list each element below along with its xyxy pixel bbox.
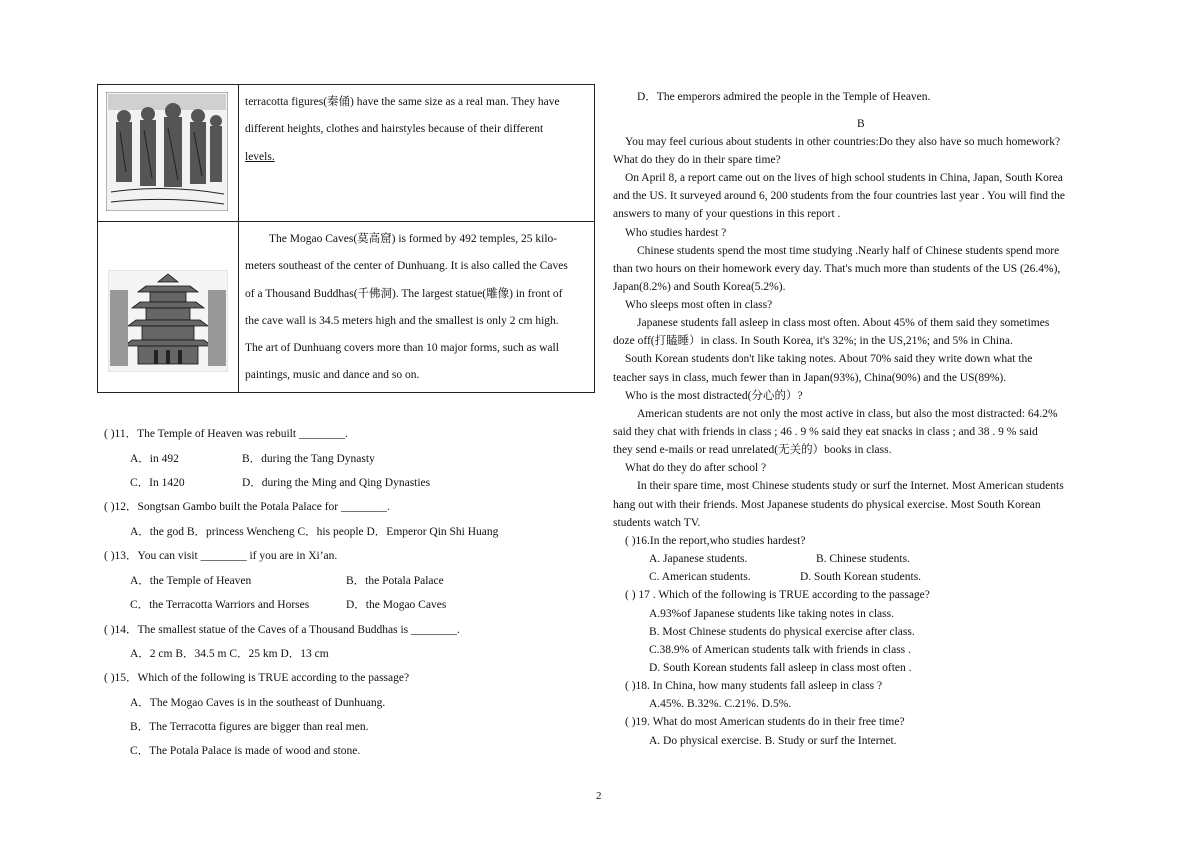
passage-line: What do they do in their spare time? (613, 154, 781, 166)
q11-option-d: D．during the Ming and Qing Dynasties (242, 477, 431, 489)
passage-heading: Who studies hardest ? (625, 227, 727, 239)
terracotta-figures-image (106, 92, 228, 211)
passage-heading: What do they do after school ? (625, 462, 767, 474)
passage-line: than two hours on their homework every day. That's much more than students of the US (26.4%), (613, 263, 1061, 275)
mogao-pagoda-image (108, 270, 228, 372)
row2-line5: The art of Dunhuang covers more than 10 major forms, such as wall (245, 342, 559, 355)
passage-line: students watch TV. (613, 517, 701, 529)
q15-option-d: D．The emperors admired the people in the Temple of Heaven. (637, 91, 931, 103)
q13-option-a: A．the Temple of Heaven (130, 575, 252, 587)
passage-heading: Who is the most distracted(分心的）? (625, 390, 803, 402)
passage-line: On April 8, a report came out on the lives of high school students in China, Japan, South Korea (625, 172, 1063, 184)
row2-line4: the cave wall is 34.5 meters high and the smallest is only 2 cm high. (245, 314, 559, 327)
q11-option-b: B．during the Tang Dynasty (242, 453, 375, 465)
question-16: ( )16.In the report,who studies hardest? (625, 535, 806, 547)
q16-option-a: A. Japanese students. (649, 553, 748, 565)
table-row1-text (245, 89, 560, 171)
q15-option-b: B．The Terracotta figures are bigger than real men. (130, 721, 369, 733)
q12-options: A．the god B．princess Wencheng C．his people D．Emperor Qin Shi Huang (130, 526, 499, 538)
passage-line: In their spare time, most Chinese students study or surf the Internet. Most American students (637, 480, 1064, 492)
q17-option-a: A.93%of Japanese students like taking notes in class. (649, 608, 894, 620)
section-heading: B (857, 118, 865, 130)
question-11: ( )11．The Temple of Heaven was rebuilt ________. (104, 428, 348, 440)
row1-line3: levels. (245, 150, 275, 163)
row2-line6: paintings, music and dance and so on. (245, 369, 420, 382)
q15-option-a: A．The Mogao Caves is in the southeast of Dunhuang. (130, 697, 386, 709)
q11-option-c: C．In 1420 (130, 477, 185, 489)
q11-option-a: A．in 492 (130, 453, 179, 465)
q16-option-d: D. South Korean students. (800, 571, 922, 583)
table-divider-horizontal (98, 221, 594, 222)
row1-line2: different heights, clothes and hairstyles because of their different (245, 123, 544, 136)
passage-line: Japanese students fall asleep in class most often. About 45% of them said they sometimes (637, 317, 1050, 329)
passage-line: and the US. It surveyed around 6, 200 students from the four countries last year . You will find the (613, 190, 1065, 202)
question-19: ( )19. What do most American students do in their free time? (625, 716, 905, 728)
question-17: ( ) 17 . Which of the following is TRUE according to the passage? (625, 589, 930, 601)
q17-option-d: D. South Korean students fall asleep in class most often . (649, 662, 912, 674)
q13-option-b: B．the Potala Palace (346, 575, 444, 587)
q14-options: A．2 cm B．34.5 m C．25 km D．13 cm (130, 648, 329, 660)
question-12: ( )12．Songtsan Gambo built the Potala Palace for ________. (104, 501, 390, 513)
passage-line: Chinese students spend the most time studying .Nearly half of Chinese students spend more (637, 245, 1060, 257)
passage-line: they send e-mails or read unrelated(无关的）books in class. (613, 444, 892, 456)
table-divider-vertical (238, 85, 239, 392)
page-number: 2 (596, 790, 602, 802)
question-18: ( )18. In China, how many students fall asleep in class ? (625, 680, 883, 692)
q13-option-d: D．the Mogao Caves (346, 599, 447, 611)
passage-line: answers to many of your questions in this report . (613, 208, 841, 220)
passage-line: South Korean students don't like taking notes. About 70% said they write down what the (625, 353, 1033, 365)
table-row2-text (245, 226, 568, 390)
row1-line1: terracotta figures(秦俑) have the same size as a real man. They have (245, 96, 560, 108)
q18-options: A.45%. B.32%. C.21%. D.5%. (649, 698, 792, 710)
q16-option-c: C. American students. (649, 571, 751, 583)
q13-option-c: C．the Terracotta Warriors and Horses (130, 599, 310, 611)
question-14: ( )14．The smallest statue of the Caves of a Thousand Buddhas is ________. (104, 624, 460, 636)
passage-line: You may feel curious about students in other countries:Do they also have so much homework? (625, 136, 1061, 148)
q15-option-c: C．The Potala Palace is made of wood and stone. (130, 745, 361, 757)
passage-heading: Who sleeps most often in class? (625, 299, 773, 311)
passage-line: Japan(8.2%) and South Korea(5.2%). (613, 281, 786, 293)
row2-line1: The Mogao Caves(莫高窟) is formed by 492 temples, 25 kilo- (269, 233, 558, 245)
q16-option-b: B. Chinese students. (816, 553, 910, 565)
question-15: ( )15．Which of the following is TRUE according to the passage? (104, 672, 410, 684)
q19-options: A. Do physical exercise. B. Study or surf the Internet. (649, 735, 897, 747)
row2-line2: meters southeast of the center of Dunhuang. It is also called the Caves (245, 260, 568, 273)
passage-line: said they chat with friends in class ; 46 . 9 % said they eat snacks in class ; and 38 . 9 % said (613, 426, 1038, 438)
question-13: ( )13．You can visit ________ if you are in Xi’an. (104, 550, 338, 562)
reading-table (97, 84, 595, 393)
passage-line: American students are not only the most active in class, but also the most distracted: 64.2% (637, 408, 1058, 420)
row2-line3: of a Thousand Buddhas(千佛洞). The largest statue(雕像) in front of (245, 287, 563, 300)
q17-option-b: B. Most Chinese students do physical exercise after class. (649, 626, 915, 638)
q17-option-c: C.38.9% of American students talk with friends in class . (649, 644, 911, 656)
passage-line: doze off(打瞌睡）in class. In South Korea, it's 32%; in the US,21%; and 5% in China. (613, 335, 1013, 347)
passage-line: hang out with their friends. Most Japanese students do physical exercise. Most South Korean (613, 499, 1041, 511)
passage-line: teacher says in class, much fewer than in Japan(93%), China(90%) and the US(89%). (613, 372, 1007, 384)
